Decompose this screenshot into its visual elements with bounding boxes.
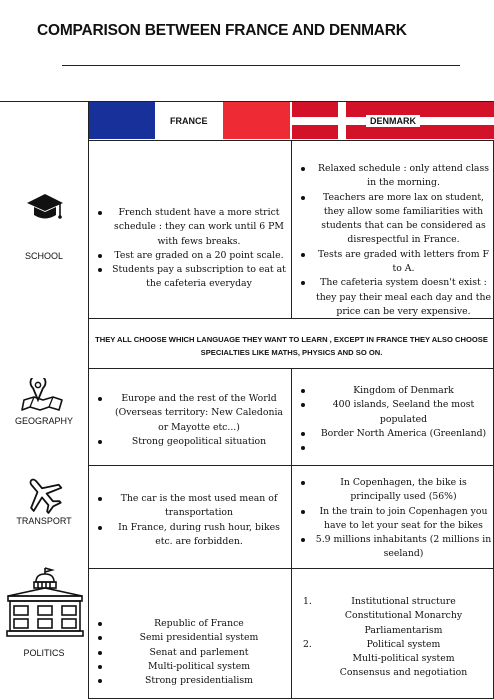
list-item: Test are graded on a 20 point scale.	[94, 249, 286, 263]
list-item: 2. Political system	[303, 638, 441, 650]
row-label-geography: GEOGRAPHY	[14, 416, 73, 426]
list-item: Strong geopolitical situation	[94, 435, 286, 449]
politics-france-cell	[94, 617, 286, 688]
list-item: The cafeteria system doesn't exist : they pay their meal each day and the price can be very expensive.	[297, 276, 492, 318]
list-item: 400 islands, Seeland the most populated	[297, 398, 492, 427]
column-divider	[291, 368, 292, 699]
list-item: Semi presidential system	[94, 631, 286, 645]
transport-france-cell	[94, 492, 286, 549]
list-item: 5.9 millions inhabitants (2 millions in seeland)	[297, 533, 492, 562]
table-rule	[89, 318, 494, 319]
school-france-cell	[94, 206, 286, 292]
geography-france-cell	[94, 392, 286, 449]
list-item: Consensus and negotiation	[339, 667, 468, 679]
list-item: Students pay a subscription to eat at the cafeteria everyday	[94, 263, 286, 292]
list-item: 1. Institutional structure	[303, 596, 456, 607]
list-item: Tests are graded with letters from F to A.	[297, 248, 492, 277]
graduation-cap-icon	[25, 192, 65, 224]
table-top-rule	[0, 101, 494, 102]
list-item: Relaxed schedule : only attend class in the morning.	[297, 162, 492, 191]
list-item: Strong presidentialism	[94, 674, 286, 688]
column-divider	[291, 140, 292, 318]
geography-denmark-cell	[297, 384, 492, 441]
row-label-politics: POLITICS	[23, 648, 65, 658]
list-item: Parliamentarism	[364, 624, 443, 636]
list-item: Teachers are more lax on student, they allow some familiarities with students that can be considered as disrespectful in France.	[297, 191, 492, 248]
languages-note: THEY ALL CHOOSE WHICH LANGUAGE THEY WANT TO LEARN , EXCEPT IN FRANCE THEY ALSO CHOOSE SPECIALTIES LIKE MATHS, PHYSICS AND SO ON.	[95, 335, 488, 357]
list-item: In the train to join Copenhagen you have to let your seat for the bikes	[297, 505, 492, 534]
list-item: Constitutional Monarchy	[344, 610, 463, 622]
list-item: Multi-political system	[352, 653, 455, 665]
list-item: Kingdom of Denmark	[297, 384, 492, 398]
row-label-school: SCHOOL	[24, 251, 63, 261]
school-denmark-cell	[297, 162, 492, 318]
list-item: Europe and the rest of the World (Overseas territory: New Caledonia or Mayotte etc...)	[94, 392, 286, 435]
list-item: In Copenhagen, the bike is principally used (56%)	[297, 476, 492, 505]
row-label-transport: TRANSPORT	[16, 516, 72, 526]
page-title: COMPARISON BETWEEN FRANCE AND DENMARK	[37, 22, 407, 39]
column-divider	[88, 101, 89, 699]
list-item: Republic of France	[94, 617, 286, 631]
transport-denmark-cell	[297, 476, 492, 562]
map-pin-icon	[21, 378, 65, 412]
list-item: Border North America (Greenland)	[297, 427, 492, 441]
politics-denmark-cell	[297, 595, 492, 681]
denmark-header: DENMARK	[366, 115, 420, 127]
france-header: FRANCE	[166, 115, 212, 127]
list-item: Multi-political system	[94, 660, 286, 674]
airplane-icon	[22, 474, 64, 514]
list-item: Senat and parlement	[94, 646, 286, 660]
list-item: In France, during rush hour, bikes etc. are forbidden.	[94, 521, 286, 550]
government-building-icon	[6, 566, 84, 638]
title-underline	[62, 65, 460, 66]
list-item: French student have a more strict schedule : they can work until 6 PM with fews breaks.	[94, 206, 286, 249]
list-item: The car is the most used mean of transportation	[94, 492, 286, 521]
